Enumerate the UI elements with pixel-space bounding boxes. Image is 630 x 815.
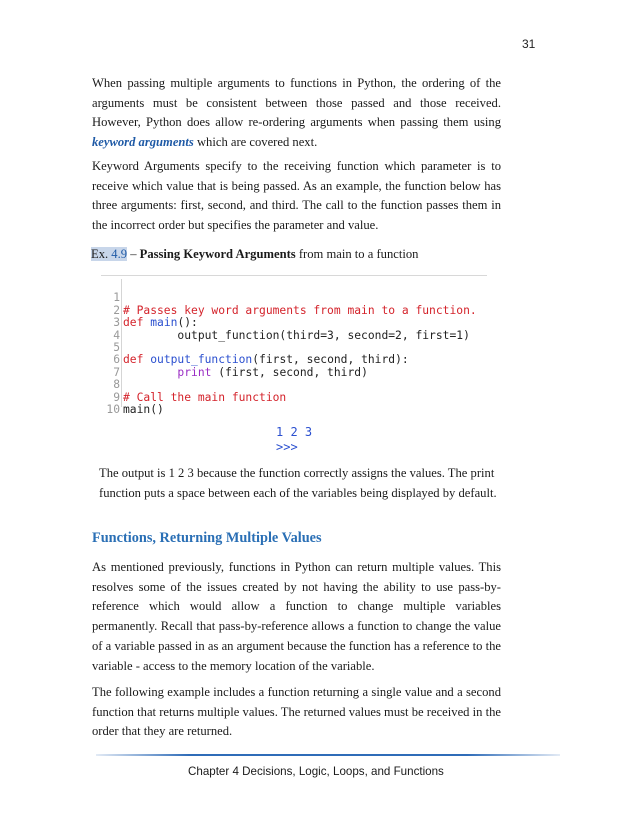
code-rest: (first, second, third) xyxy=(211,365,368,379)
line-number: 4 xyxy=(113,328,120,342)
line-number: 6 xyxy=(113,353,120,367)
example-suffix: from main to a function xyxy=(295,247,419,261)
code-rest: (first, second, third): xyxy=(252,353,409,367)
output-prompt: >>> xyxy=(276,440,298,454)
example-number: 4.9 xyxy=(111,247,128,261)
code-comment: # Call the main function xyxy=(123,390,287,404)
example-caption xyxy=(91,246,418,262)
code-line xyxy=(101,392,128,416)
line-number: 3 xyxy=(113,316,120,330)
keyword-def: def xyxy=(123,353,144,367)
code-comment: # Passes key word arguments from main to a function. xyxy=(123,303,477,317)
code-text xyxy=(123,367,368,379)
code-line xyxy=(101,292,198,330)
example-prefix: Ex. xyxy=(91,247,112,261)
example-label xyxy=(91,247,127,261)
code-line xyxy=(101,317,128,342)
example-separator: – xyxy=(127,247,140,261)
function-name: main xyxy=(150,316,178,330)
code-rest: (): xyxy=(177,316,198,330)
function-name: output_function xyxy=(150,353,253,367)
line-number: 2 xyxy=(113,303,120,317)
code-line xyxy=(101,280,477,317)
code-text: output_function(third=3, second=2, first=1) xyxy=(123,328,470,342)
intro-text-end: which are covered next. xyxy=(193,135,318,150)
line-number: 8 xyxy=(113,378,120,392)
code-indent xyxy=(123,366,177,379)
code-text: main() xyxy=(123,403,164,416)
footer-divider xyxy=(96,754,560,756)
line-number: 5 xyxy=(113,341,120,354)
line-number: 10 xyxy=(106,403,120,416)
line-number: 7 xyxy=(113,365,120,379)
code-line xyxy=(101,354,128,379)
intro-paragraph xyxy=(92,74,501,153)
builtin-print: print xyxy=(177,365,212,379)
keyword-arguments-link[interactable]: keyword arguments xyxy=(92,135,194,150)
keyword-def: def xyxy=(123,316,144,330)
output-line: 1 2 3 xyxy=(276,425,313,439)
section-paragraph-1: As mentioned previously, functions in Python can return multiple values. This resolves some of the issues created by not having the ability to use pass-by-reference which would allow a function to change multiple variables permanently. Recall that pass-by-reference allows a function to change the value of a variable passed in as an argument because the function has a reference to the variable - access to the memory location of the variable. xyxy=(92,560,501,673)
section-heading: Functions, Returning Multiple Values xyxy=(92,530,322,546)
keyword-args-paragraph: Keyword Arguments specify to the receiving function which parameter is to receive which value that is being passed. As an example, the function below has three arguments: first, second, and third. The call to the function passes them in the incorrect order but specifies the parameter and value. xyxy=(92,159,501,233)
intro-text-start: When passing multiple arguments to functions in Python, the ordering of the arguments must be consistent between those passed and those received. However, Python does allow re-ordering arguments when passing them using xyxy=(92,76,501,130)
page-number: 31 xyxy=(522,37,536,51)
program-output xyxy=(276,425,312,455)
code-listing xyxy=(101,275,487,416)
section-paragraph-2: The following example includes a function returning a single value and a second function that returns multiple values. The returned values must be received in the order that they are returned. xyxy=(92,685,501,739)
output-explanation: The output is 1 2 3 because the function correctly assigns the values. The print function puts a space between each of the variables being displayed by default. xyxy=(99,466,497,500)
line-number: 1 xyxy=(113,291,120,305)
code-text xyxy=(123,317,198,329)
footer-chapter-title: Chapter 4 Decisions, Logic, Loops, and Functions xyxy=(188,765,444,778)
line-number: 9 xyxy=(113,390,120,404)
example-title: Passing Keyword Arguments xyxy=(139,247,296,261)
